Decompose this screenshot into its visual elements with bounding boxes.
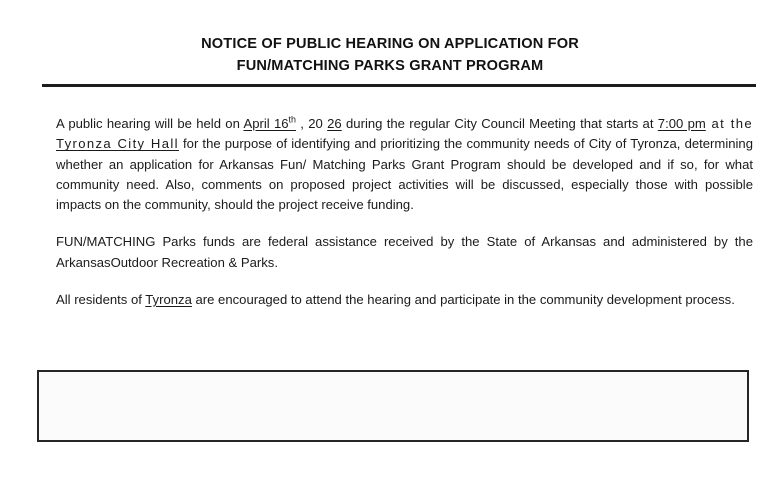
paragraph-funding-source: FUN/MATCHING Parks funds are federal assistance received by the State of Arkansas and administered by the ArkansasOutdoor Recreation & Parks.: [56, 234, 753, 270]
para3-segment-1: All residents of: [56, 292, 146, 308]
hearing-year-field: 26: [327, 116, 342, 131]
signature-box[interactable]: [37, 370, 749, 442]
document-body: [56, 114, 753, 310]
hearing-date-ordinal: th: [288, 114, 296, 125]
para1-segment-3: during the regular City Council Meeting that starts at: [341, 116, 658, 131]
residents-city-field: Tyronza: [145, 292, 192, 308]
title-horizontal-rule: [42, 84, 756, 87]
para1-segment-5: for the purpose of identifying and prioritizing the community needs of City of Tyronza, determining whether an application for Arkansas Fun/ Matching Parks Grant Program should be developed and if so, for what community need. Also, comments on proposed project activities will be discussed, especially those with possible impacts on the community, should the project receive funding.: [56, 136, 753, 213]
title-line-2: FUN/MATCHING PARKS GRANT PROGRAM: [236, 58, 544, 74]
para1-segment-4: at the: [705, 116, 754, 131]
hearing-time-field: 7:00 pm: [657, 116, 706, 131]
hearing-location-field: Tyronza City Hall: [56, 136, 179, 152]
para3-segment-2: are encouraged to attend the hearing and participate in the community development process.: [191, 292, 735, 308]
paragraph-hearing-details: [56, 114, 753, 215]
para1-segment-1: A public hearing will be held on: [56, 116, 244, 131]
hearing-date-field: [243, 116, 296, 131]
paragraph-residents-invitation: [56, 290, 753, 310]
document-header: [0, 33, 780, 77]
hearing-date-value: April 16: [243, 116, 289, 131]
title-line-1: NOTICE OF PUBLIC HEARING ON APPLICATION FOR: [201, 36, 579, 52]
para1-segment-2: , 20: [295, 116, 328, 131]
